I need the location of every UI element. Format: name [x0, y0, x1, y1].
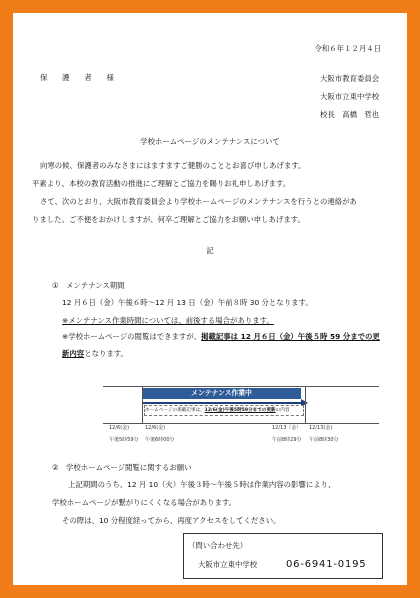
- timeline-tick-end: [305, 386, 306, 424]
- sender-principal: 校長 高橋 哲也: [320, 110, 380, 119]
- notice-line-2: りました。ご不便をおかけしますが、何卒ご理解とご協力をお願い申しあげます。: [32, 215, 305, 224]
- issue-date: 令和６年１２月４日: [314, 44, 381, 53]
- tick-4-date: 12/13(金): [309, 425, 333, 431]
- addressee: 保 護 者 様: [40, 73, 114, 82]
- section1-note2-b: 掲載記事は 12 月６日（金）午後５時 59 分までの更: [201, 332, 380, 341]
- tick-1-date: 12/6(金): [109, 425, 130, 431]
- maintenance-arrow-line: [142, 402, 302, 404]
- contact-phone: 06-6941-0195: [286, 559, 367, 570]
- tick-2-time: 午後6時00分: [145, 437, 175, 443]
- notice-page: [13, 13, 407, 585]
- section2-line-2: 学校ホームページが繋がりにくくなる場合があります。: [52, 498, 237, 507]
- contact-school: 大阪市立東中学校: [198, 560, 258, 569]
- sender-school: 大阪市立東中学校: [320, 92, 380, 101]
- notice-line-1: さて、次のとおり、大阪市教育委員会より学校ホームページのメンテナンスを行うとの連絡があ: [40, 197, 357, 206]
- ki-heading: 記: [206, 246, 214, 255]
- section1-note2-a: ※学校ホームページの閲覧はできますが、: [62, 332, 202, 341]
- page-title: 学校ホームページのメンテナンスについて: [140, 137, 280, 146]
- section2-heading: ② 学校ホームページ閲覧に関するお願い: [52, 463, 192, 472]
- section1-period: 12 月６日（金）午後６時～12 月 13 日（金）午前８時 30 分となります。: [62, 298, 313, 307]
- timeline-bottom-rule: [103, 423, 379, 424]
- tick-3-time: 午前8時29分: [272, 437, 302, 443]
- section1-note2-c: 新内容: [62, 349, 85, 358]
- section1-heading: ① メンテナンス期間: [52, 281, 125, 290]
- tick-2-date: 12/6(金): [145, 425, 166, 431]
- section2-line-1: 上記期間のうち、12 月 10（火）午後３時～午後５時は作業内容の影響により、: [68, 480, 336, 489]
- tick-1-time: 午後5時59分: [109, 437, 139, 443]
- section1-note2-d: となります。: [84, 349, 128, 358]
- timeline-note-c: の内容: [275, 408, 290, 413]
- greeting-line-1: 向寒の候、保護者のみなさまにはますますご健勝のこととお喜び申しあげます。: [40, 161, 306, 170]
- greeting-line-2: 平素より、本校の教育活動の推進にご理解とご協力を賜りお礼申しあげます。: [32, 179, 291, 188]
- section1-note2: [62, 332, 380, 342]
- section1-note2-cont: [62, 349, 128, 359]
- timeline-note-b: 12/6(金)午後5時59分までの更新: [204, 408, 276, 413]
- tick-4-time: 午前8時30分: [309, 437, 339, 443]
- timeline-top-rule: [103, 386, 379, 387]
- section1-note1: ※メンテナンス作業時間については、前後する場合があります。: [62, 316, 274, 325]
- sender-org: 大阪市教育委員会: [320, 74, 380, 83]
- maintenance-bar-label: メンテナンス作業中: [191, 389, 252, 397]
- tick-3-date: 12/13（金）: [272, 425, 302, 431]
- timeline-note: [144, 405, 304, 416]
- timeline-note-a: ホームページの掲載記事は、: [145, 408, 205, 413]
- contact-box: [183, 533, 383, 579]
- contact-label: （問い合わせ先）: [188, 541, 248, 550]
- timeline-tick-start: [142, 386, 143, 424]
- section2-line-3: その際は、10 分程度経ってから、再度アクセスをしてください。: [62, 516, 281, 525]
